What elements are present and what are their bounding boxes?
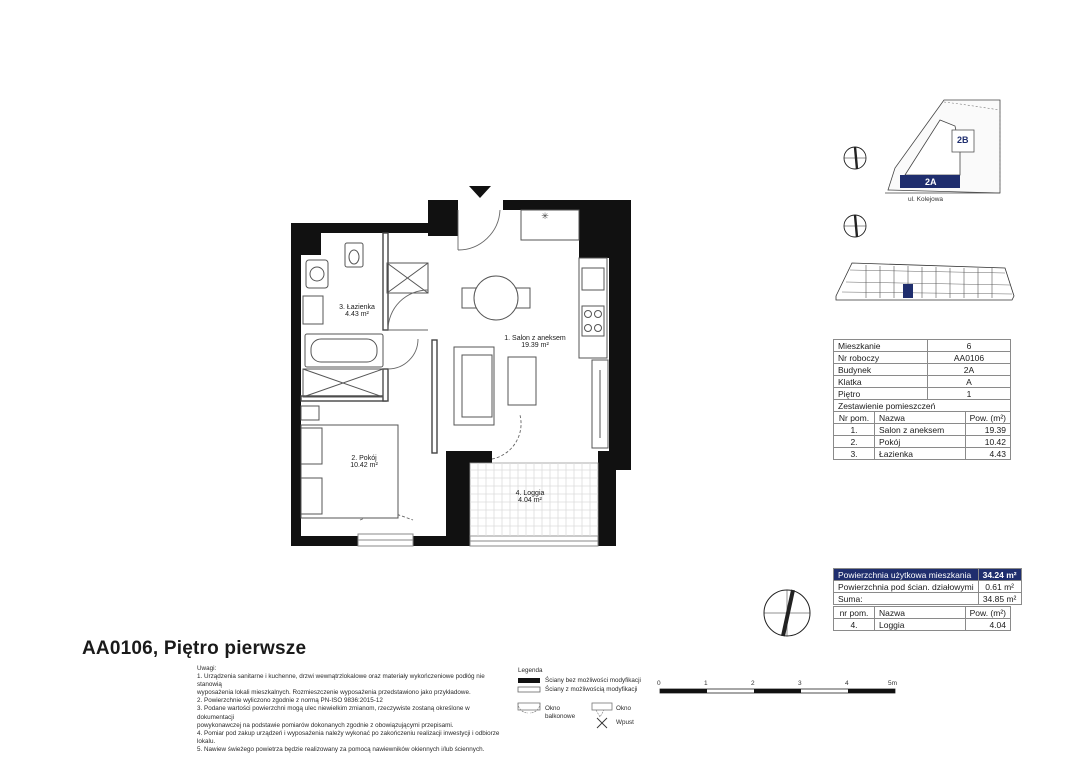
table-row: 4. Loggia 4.04 bbox=[834, 619, 1011, 631]
loggia-table bbox=[833, 606, 1011, 631]
table-row: Klatka A bbox=[834, 376, 1011, 388]
notes: Uwagi: 1. Urządzenia sanitarne i kuchenne, drzwi wewnątrzlokalowe oraz materiały wykończeniowe podłóg nie stanowią wyposażenia lokali mieszkalnych. Rozmieszczenie wyposażenia przedstawiono jako przykładowe. 2. Powierzchnie wyliczono zgodnie z normą PN-ISO 9836:2015-12 3. Podane wartości powierzchni mogą ulec niewielkim zmianom, rzeczywiste zostaną określone w dokumentacji powykonawczej na podstawie pomiarów dokonanych zgodnie z obowiązującymi przepisami. 4. Pomiar pod zakup urządzeń i wyposażenia należy wykonać po zakończeniu realizacji inwestycji i odbiorze lokalu. 5. Nawiew świeżego powietrza będzie realizowany za pomocą nawiewników okiennych i/lub ściennych. bbox=[197, 665, 500, 753]
table-header: Nr pom. Nazwa Pow. (m²) bbox=[834, 412, 1011, 424]
legend-heading: Legenda bbox=[518, 667, 543, 674]
rooms-table bbox=[833, 399, 1011, 460]
compass-large-icon bbox=[764, 590, 810, 636]
scale-tick: 4 bbox=[845, 680, 849, 687]
apartment-info-table bbox=[833, 339, 1011, 400]
table-row: Powierzchnia pod ścian. działowymi 0.61 m² bbox=[834, 581, 1022, 593]
street-label: ul. Kolejowa bbox=[908, 196, 944, 203]
scale-tick: 2 bbox=[751, 680, 755, 687]
legend-window: Okno bbox=[616, 705, 632, 712]
drain-icon bbox=[597, 718, 607, 728]
area-summary-table bbox=[833, 568, 1022, 605]
table-row: Powierzchnia użytkowa mieszkania 34.24 m² bbox=[834, 569, 1022, 581]
scale-tick: 1 bbox=[704, 680, 708, 687]
scale-bar bbox=[660, 689, 895, 693]
scale-tick: 0 bbox=[657, 680, 661, 687]
svg-text:✳: ✳ bbox=[541, 211, 549, 221]
building-2a-label: 2A bbox=[925, 177, 937, 187]
table-row: Nr roboczy AA0106 bbox=[834, 352, 1011, 364]
building-key-plan bbox=[836, 263, 1014, 300]
compass-north-icon bbox=[844, 147, 866, 169]
table-row: 1. Salon z aneksem 19.39 bbox=[834, 424, 1011, 436]
table-header: nr pom. Nazwa Pow. (m²) bbox=[834, 607, 1011, 619]
legend-window-balcony: Okno balkonowe bbox=[545, 705, 576, 720]
legend-wall-fixed: Ściany bez możliwości modyfikacji bbox=[545, 677, 641, 684]
room-label-lazienka: 3. Łazienka 4.43 m² bbox=[339, 304, 375, 318]
table-row: 2. Pokój 10.42 bbox=[834, 436, 1011, 448]
scale-tick: 5m bbox=[888, 680, 898, 687]
page-title: AA0106, Piętro pierwsze bbox=[82, 638, 307, 659]
room-label-loggia: 4. Loggia 4.04 m² bbox=[515, 490, 545, 504]
table-row: Budynek 2A bbox=[834, 364, 1011, 376]
room-label-salon: 1. Salon z aneksem 19.39 m² bbox=[504, 335, 566, 349]
rooms-table-caption: Zestawienie pomieszczeń bbox=[834, 400, 1011, 412]
table-row: Mieszkanie 6 bbox=[834, 340, 1011, 352]
legend-drain: Wpust bbox=[616, 719, 634, 726]
table-row: Suma: 34.85 m² bbox=[834, 593, 1022, 605]
room-label-pokoj: 2. Pokój 10.42 m² bbox=[350, 455, 378, 469]
site-map bbox=[885, 100, 1000, 193]
scale-tick: 3 bbox=[798, 680, 802, 687]
compass-north-icon bbox=[844, 215, 866, 237]
legend-wall-modifiable: Ściany z możliwością modyfikacji bbox=[545, 686, 638, 693]
building-2b-label: 2B bbox=[957, 135, 969, 145]
table-row: 3. Łazienka 4.43 bbox=[834, 448, 1011, 460]
table-row: Piętro 1 bbox=[834, 388, 1011, 400]
